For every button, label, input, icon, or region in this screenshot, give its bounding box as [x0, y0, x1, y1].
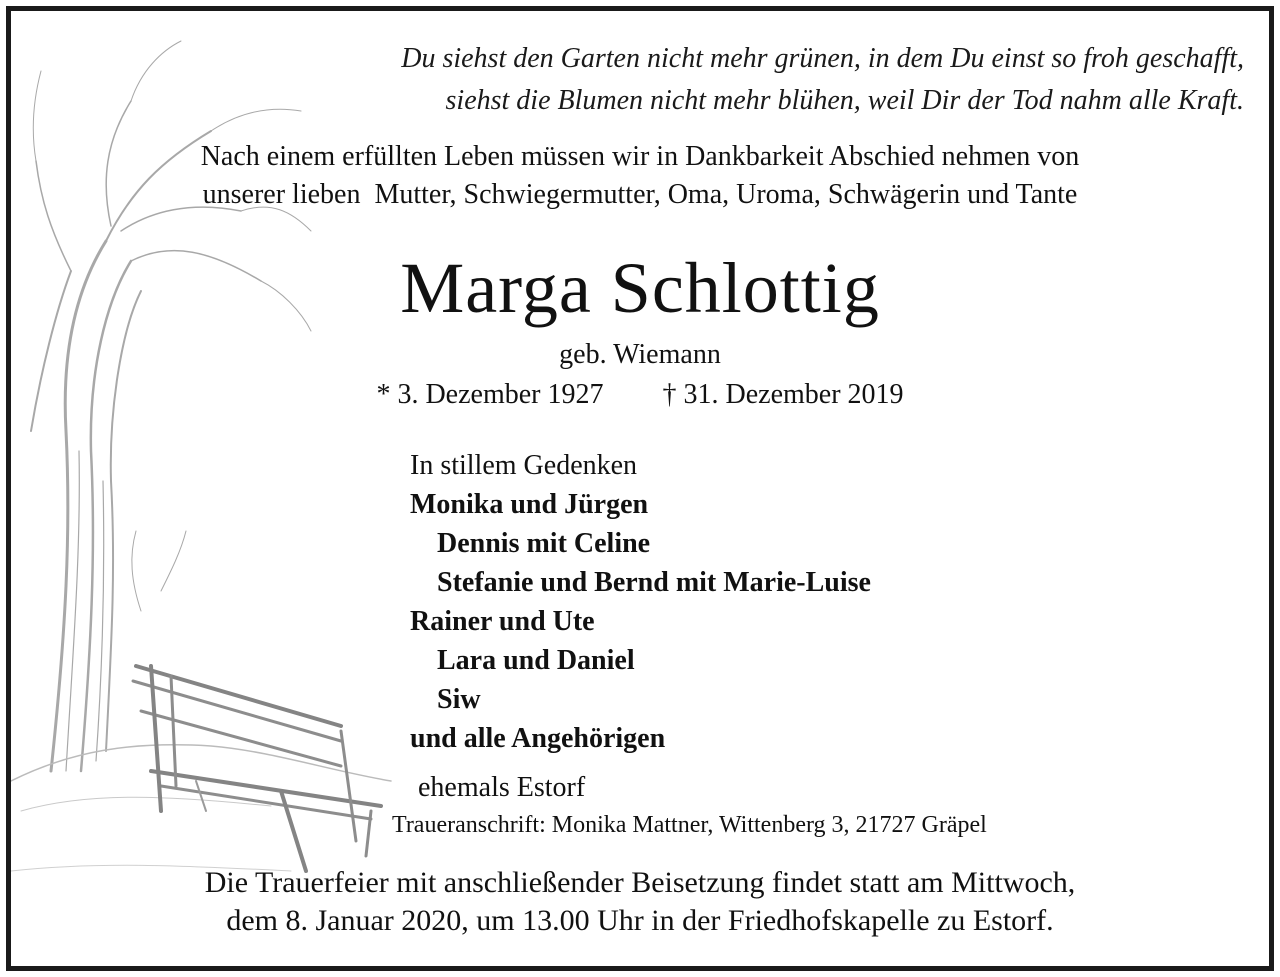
mourner-line: Rainer und Ute	[410, 606, 595, 637]
deceased-name: Marga Schlottig	[400, 248, 880, 328]
mourner-line: Monika und Jürgen	[410, 489, 649, 520]
funeral-details	[0, 864, 1280, 940]
mourning-address: Traueranschrift: Monika Mattner, Wittenberg 3, 21727 Gräpel	[392, 812, 987, 838]
former-residence: ehemals Estorf	[418, 772, 586, 803]
poem-line-2: siehst die Blumen nicht mehr blühen, weil Dir der Tod nahm alle Kraft.	[445, 85, 1244, 116]
mourner-line: Stefanie und Bernd mit Marie-Luise	[437, 567, 871, 598]
ceremony-line-1: Die Trauerfeier mit anschließender Beisetzung findet statt am Mittwoch,	[204, 866, 1076, 899]
death-date: † 31. Dezember 2019	[662, 379, 904, 410]
mourner-line: und alle Angehörigen	[410, 723, 666, 754]
birth-name: geb. Wiemann	[559, 339, 721, 370]
intro-line-2: unserer lieben Mutter, Schwiegermutter, Oma, Uroma, Schwägerin und Tante	[202, 179, 1078, 210]
ceremony-line-2: dem 8. Januar 2020, um 13.00 Uhr in der Friedhofskapelle zu Estorf.	[226, 904, 1054, 937]
intro-line-1: Nach einem erfüllten Leben müssen wir in Dankbarkeit Abschied nehmen von	[200, 141, 1080, 172]
mourner-line: Lara und Daniel	[437, 645, 635, 676]
birth-date: * 3. Dezember 1927	[376, 379, 604, 410]
mourner-line: Siw	[437, 684, 481, 715]
mourners-heading: In stillem Gedenken	[410, 450, 638, 481]
memorial-poem	[401, 38, 1244, 122]
mourners-list	[410, 446, 871, 758]
mourner-line: Dennis mit Celine	[437, 528, 651, 559]
announcement-intro	[0, 138, 1280, 214]
poem-line-1: Du siehst den Garten nicht mehr grünen, in dem Du einst so froh geschafft,	[401, 43, 1244, 74]
life-dates	[0, 377, 1280, 413]
